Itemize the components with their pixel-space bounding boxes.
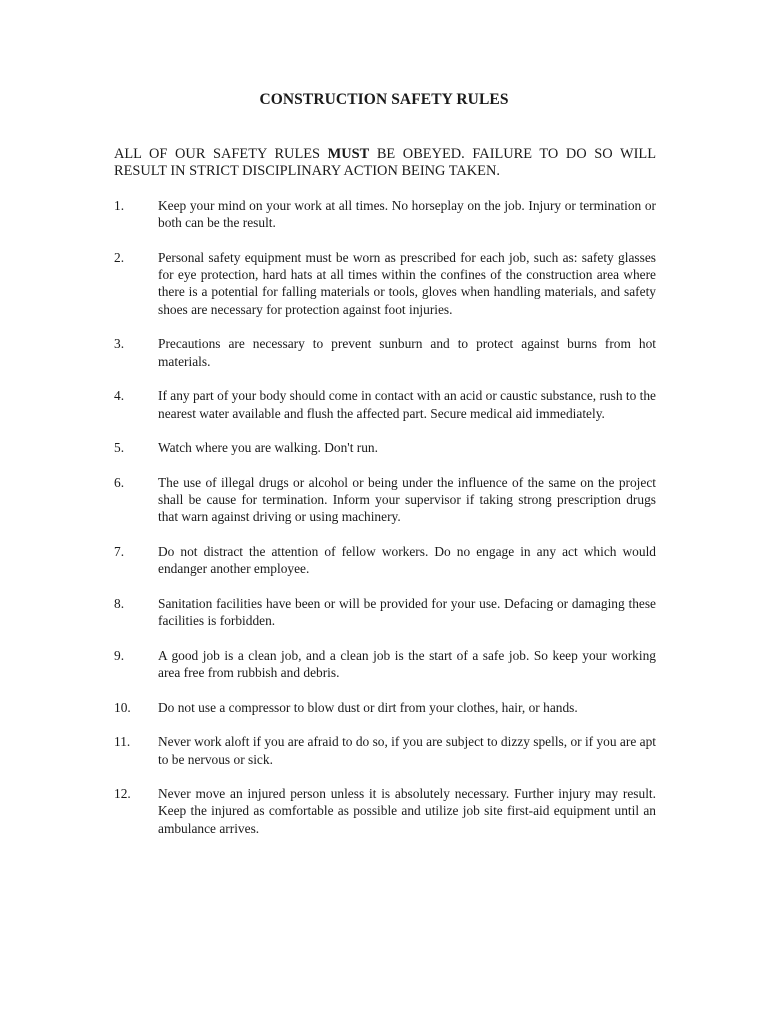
rule-text: Do not use a compressor to blow dust or dirt from your clothes, hair, or hands. — [158, 699, 578, 715]
rule-number: 6. — [114, 474, 125, 490]
rule-number: 2. — [114, 249, 125, 265]
rule-text: Do not distract the attention of fellow workers. Do no engage in any act which would endanger another employee. — [158, 543, 656, 577]
rule-item — [114, 335, 656, 370]
rule-text: The use of illegal drugs or alcohol or being under the influence of the same on the project shall be cause for termination. Inform your supervisor if taking strong prescription drugs that warn against driving or using machinery. — [158, 474, 656, 525]
rule-item — [114, 699, 656, 716]
intro-text-after: BE OBEYED. FAILURE TO DO SO WILL RESULT IN STRICT DISCIPLINARY ACTION BEING TAKEN. — [114, 146, 656, 180]
rule-text: Keep your mind on your work at all times. No horseplay on the job. Injury or termination or both can be the result. — [158, 198, 656, 231]
rule-number: 12. — [114, 786, 131, 802]
document-title: CONSTRUCTION SAFETY RULES — [259, 91, 509, 108]
rule-text: Personal safety equipment must be worn as prescribed for each job, such as: safety glasses for eye protection, hard hats at all times within the confines of the construction area where there is a potential for falling materials or tools, gloves when handling materials, and safety shoes are necessary for protection against foot injuries. — [158, 249, 656, 317]
rule-number: 7. — [114, 543, 125, 559]
rule-text: Never work aloft if you are afraid to do so, if you are subject to dizzy spells, or if you are apt to be nervous or sick. — [158, 734, 656, 767]
rule-text: A good job is a clean job, and a clean job is the start of a safe job. So keep your working area free from rubbish and debris. — [158, 647, 656, 681]
rule-text: Never move an injured person unless it is absolutely necessary. Further injury may result. Keep the injured as comfortable as possible and utilize job site first-aid equipment until an ambulance arrives. — [158, 786, 656, 836]
rule-item — [114, 543, 656, 578]
rule-item — [114, 197, 656, 232]
rule-number: 9. — [114, 647, 125, 663]
rule-number: 4. — [114, 388, 125, 404]
rule-item — [114, 474, 656, 526]
rule-item — [114, 647, 656, 682]
rule-number: 8. — [114, 595, 125, 611]
rule-number: 3. — [114, 336, 125, 352]
rules-list — [114, 197, 656, 837]
rule-item — [114, 785, 656, 837]
rule-text: Sanitation facilities have been or will be provided for your use. Defacing or damaging these facilities is forbidden. — [158, 595, 656, 629]
rule-item — [114, 387, 656, 422]
rule-item — [114, 595, 656, 630]
rule-number: 5. — [114, 440, 125, 456]
rule-item — [114, 249, 656, 318]
rule-item — [114, 439, 656, 456]
intro-text-before: ALL OF OUR SAFETY RULES — [114, 146, 328, 162]
rule-number: 11. — [114, 734, 131, 750]
intro-emphasis: MUST — [327, 146, 370, 162]
rule-text: Precautions are necessary to prevent sunburn and to protect against burns from hot materials. — [158, 336, 656, 369]
intro-paragraph — [114, 146, 656, 181]
rule-number: 10. — [114, 699, 131, 715]
rule-text: Watch where you are walking. Don't run. — [158, 440, 378, 456]
rule-number: 1. — [114, 198, 125, 213]
rule-item — [114, 733, 656, 768]
rule-text: If any part of your body should come in contact with an acid or caustic substance, rush to the nearest water available and flush the affected part. Secure medical aid immediately. — [158, 388, 656, 421]
